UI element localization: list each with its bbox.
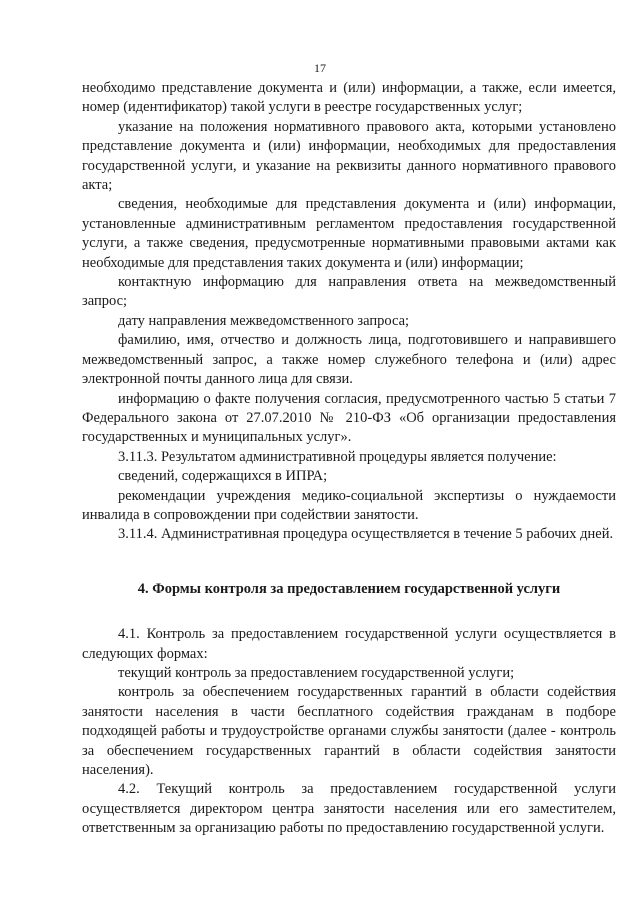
paragraph: дату направления межведомственного запроса; [118,312,410,329]
paragraph: указание на положения нормативного правового акта, которыми установлено представление документа и (или) информации, необходимых для предоставления государственной услуги, и указание на реквизиты данного нормативного правового акта; [82,118,616,194]
section-title: 4. Формы контроля за предоставлением государственной услуги [137,580,561,597]
paragraph: контроль за обеспечением государственных гарантий в области содействия занятости населения в части бесплатного содействия гражданам в подборе подходящей работы и трудоустройстве органами службы занятости (далее - контроль за обеспечением государственных гарантий в области содействия занятости населения). [82,684,616,778]
paragraph: 3.11.4. Административная процедура осуществляется в течение 5 рабочих дней. [118,526,614,543]
paragraph: информацию о факте получения согласия, предусмотренного частью 5 статьи 7 Федерального закона от 27.07.2010 № 210-ФЗ «Об организации предоставления государственных и муниципальных услуг». [82,390,616,446]
paragraph: фамилию, имя, отчество и должность лица, подготовившего и направившего межведомственный запрос, а также номер служебного телефона и (или) адрес электронной почты данного лица для связи. [82,332,616,388]
paragraph: сведения, необходимые для представления документа и (или) информации, установленные административным регламентом предоставления государственной услуги, а также сведения, предусмотренные нормативными правовыми актами как необходимые для представления таких документа и (или) информации; [82,196,616,271]
paragraph: текущий контроль за предоставлением государственной услуги; [118,664,515,681]
paragraph: 3.11.3. Результатом административной процедуры является получение: [118,448,557,465]
document-body [82,79,616,839]
paragraph: 4.2. Текущий контроль за предоставлением государственной услуги осуществляется директором центра занятости населения или его заместителем, ответственным за организацию работы по предоставлению государственной услуги. [82,781,616,837]
paragraph: контактную информацию для направления ответа на межведомственный запрос; [82,274,616,310]
paragraph: 4.1. Контроль за предоставлением государственной услуги осуществляется в следующих формах: [82,626,616,662]
paragraph: сведений, содержащихся в ИПРА; [118,468,328,485]
paragraph: рекомендации учреждения медико-социальной экспертизы о нуждаемости инвалида в сопровождении при содействии занятости. [82,487,616,523]
paragraph: необходимо представление документа и (или) информации, а также, если имеется, номер (идентификатор) такой услуги в реестре государственных услуг; [82,80,616,116]
page-number: 17 [314,61,326,75]
